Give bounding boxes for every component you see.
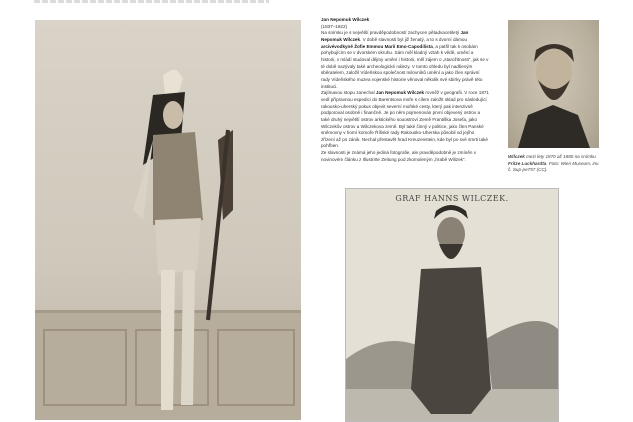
wilczek-engraving: [345, 188, 559, 422]
article-text: [321, 17, 489, 163]
header-running-text: [34, 0, 269, 3]
engraving-title: GRAF HANNS WILCZEK.: [395, 194, 509, 203]
article-heading: Jan Nepomuk Wilczek: [321, 17, 370, 22]
portrait-caption: Wilczek mezi lety 1870 až 1880 na snímku Fritze Luckhardta. Foto: Wien Museum, inv. č. Sup-pe757 (CC).: [508, 154, 600, 172]
paragraph-2: Zajímavou stopu zanechal Jan Nepomuk Wilczek rovněž v geografii. V roce 1871 vedl přípravnou expedici do Barentsova moře s cílem založit sklad pro následující rakousko-uherský pokus objevit severní mořské cesty, který pak intenzivně podporoval osobně i finančně. Je po něm pojmenován první objevený ostrov a také druhý největší ostrov arktického souostroví Země Františka Josefa, jako Wilczekův ostrov a Wilczekova země. Byl také činný v politice, jako člen Panské sněmovny v horní komoře Říšské rady Rakousko-Uherska působil od jejího zřízení až po zánik. Nechal přestavět hrad Kreuzenstein, kde byl po své smrti také pohřben.: [321, 90, 489, 149]
article-dates: (1837–1922): [321, 23, 348, 29]
costume-photo: [35, 20, 301, 420]
wilczek-portrait-photo: [508, 20, 599, 148]
costumed-figure: [123, 70, 233, 415]
paragraph-3: Ze slavnosti je známá jeho jediná fotografie, ale pravděpodobně je zmíněn v novinovém článku z Illustrirte Zeitung pod zkomoleným „hrabě Wilizek“.: [321, 150, 477, 162]
paragraph-1: Na snímku je s největší pravděpodobností zachycen pětadvacetiletý Jan Nepomuk Wilczek. V době slavnosti byl již ženatý, a to s dvorní dámou arcivévodkyně Žofie Emmou Marií Emo-Capodilista, a patřil tak k osobám pohybujícím se v dvorském okruhu. Sám měl kladný vztah k vědě, umění a historii, v mládí studoval dějiny umění i historii, měl zájem o „starožitnosti“, jak se v té době nazývaly také archeologické nálezy. V tomto ohledu byl nadšeným sběratelem, založil Vídeňskou společnost milovníků umění a jako člen správní rady Vídeňského muzea vojenské historie věnoval několik své sbírky právě této instituci.: [321, 30, 489, 89]
